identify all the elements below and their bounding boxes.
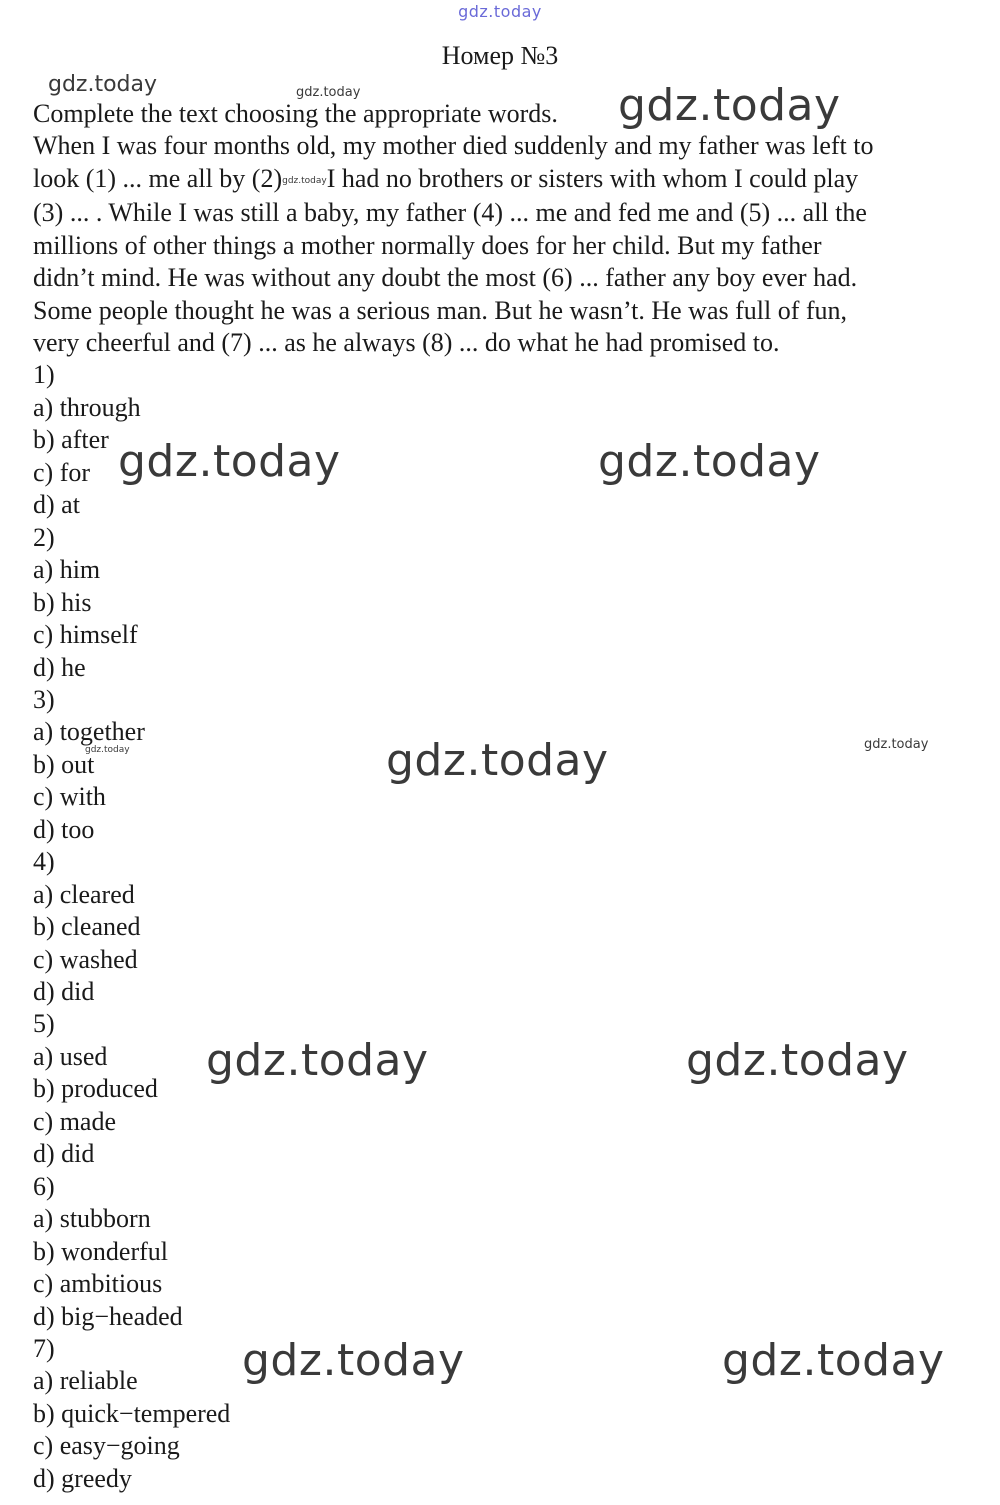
watermark-text: gdz.today	[618, 80, 841, 131]
watermark-text: gdz.today	[242, 1335, 465, 1386]
passage-line-4: millions of other things a mother normally does for her child. But my father	[33, 230, 822, 260]
option-c: c) with	[33, 782, 106, 812]
option-b: b) cleaned	[33, 912, 141, 942]
passage-line-2-start: look (1) ... me all by (2)	[33, 163, 283, 193]
document-body	[33, 98, 973, 1495]
option-b: b) out	[33, 749, 95, 779]
option-c: c) washed	[33, 944, 138, 974]
option-b: b) his	[33, 587, 92, 617]
option-c: c) easy−going	[33, 1431, 180, 1461]
option-a: a) stubborn	[33, 1204, 151, 1234]
question-number: 7)	[33, 1334, 55, 1364]
option-c: c) for	[33, 457, 91, 487]
passage-line-2	[33, 163, 973, 197]
question-6	[33, 1171, 973, 1333]
option-a: a) cleared	[33, 879, 135, 909]
watermark-text: gdz.today	[722, 1335, 945, 1386]
watermark-text: gdz.today	[598, 436, 821, 487]
watermark-text: gdz.today	[206, 1035, 429, 1086]
question-4	[33, 846, 973, 1008]
question-number: 3)	[33, 684, 55, 714]
question-number: 2)	[33, 522, 55, 552]
option-d: d) did	[33, 1139, 95, 1169]
option-d: d) did	[33, 977, 95, 1007]
watermark-text: gdz.today	[118, 436, 341, 487]
option-d: d) big−headed	[33, 1301, 183, 1331]
option-c: c) himself	[33, 620, 138, 650]
question-2	[33, 522, 973, 684]
option-c: c) ambitious	[33, 1269, 163, 1299]
passage-line-7: very cheerful and (7) ... as he always (8) ... do what he had promised to.	[33, 327, 780, 357]
watermark-text: gdz.today	[386, 735, 609, 786]
watermark-text: gdz.today	[686, 1035, 909, 1086]
option-a: a) through	[33, 392, 141, 422]
watermark-text: gdz.today	[48, 72, 158, 97]
inline-watermark: gdz.today	[282, 175, 327, 186]
passage-line-5: didn’t mind. He was without any doubt the most (6) ... father any boy ever had.	[33, 263, 858, 293]
page-title: Номер №3	[441, 41, 559, 70]
option-a: a) used	[33, 1041, 108, 1071]
option-b: b) quick−tempered	[33, 1398, 231, 1428]
option-d: d) too	[33, 814, 95, 844]
watermark-text: gdz.today	[296, 85, 361, 100]
passage-line-1: When I was four months old, my mother died suddenly and my father was left to	[33, 131, 874, 161]
option-c: c) made	[33, 1106, 117, 1136]
watermark-text: gdz.today	[864, 737, 929, 752]
option-a: a) him	[33, 555, 101, 585]
passage-line-2-end: I had no brothers or sisters with whom I could play	[326, 163, 859, 193]
question-number: 5)	[33, 1009, 55, 1039]
question-number: 4)	[33, 847, 55, 877]
option-d: d) at	[33, 490, 80, 520]
passage-line-6: Some people thought he was a serious man. But he wasn’t. He was full of fun,	[33, 295, 848, 325]
question-5	[33, 1008, 973, 1170]
instruction-text: Complete the text choosing the appropriate words.	[33, 99, 558, 128]
option-b: b) after	[33, 425, 109, 455]
option-a: a) reliable	[33, 1366, 138, 1396]
option-b: b) produced	[33, 1074, 158, 1104]
option-d: d) greedy	[33, 1463, 132, 1493]
question-number: 6)	[33, 1171, 55, 1201]
watermark-text: gdz.today	[85, 745, 130, 755]
option-b: b) wonderful	[33, 1236, 169, 1266]
top-watermark: gdz.today	[458, 2, 542, 21]
option-d: d) he	[33, 652, 86, 682]
option-a: a) together	[33, 717, 145, 747]
question-number: 1)	[33, 360, 55, 390]
passage-line-3: (3) ... . While I was still a baby, my father (4) ... me and fed me and (5) ... all the	[33, 198, 867, 228]
